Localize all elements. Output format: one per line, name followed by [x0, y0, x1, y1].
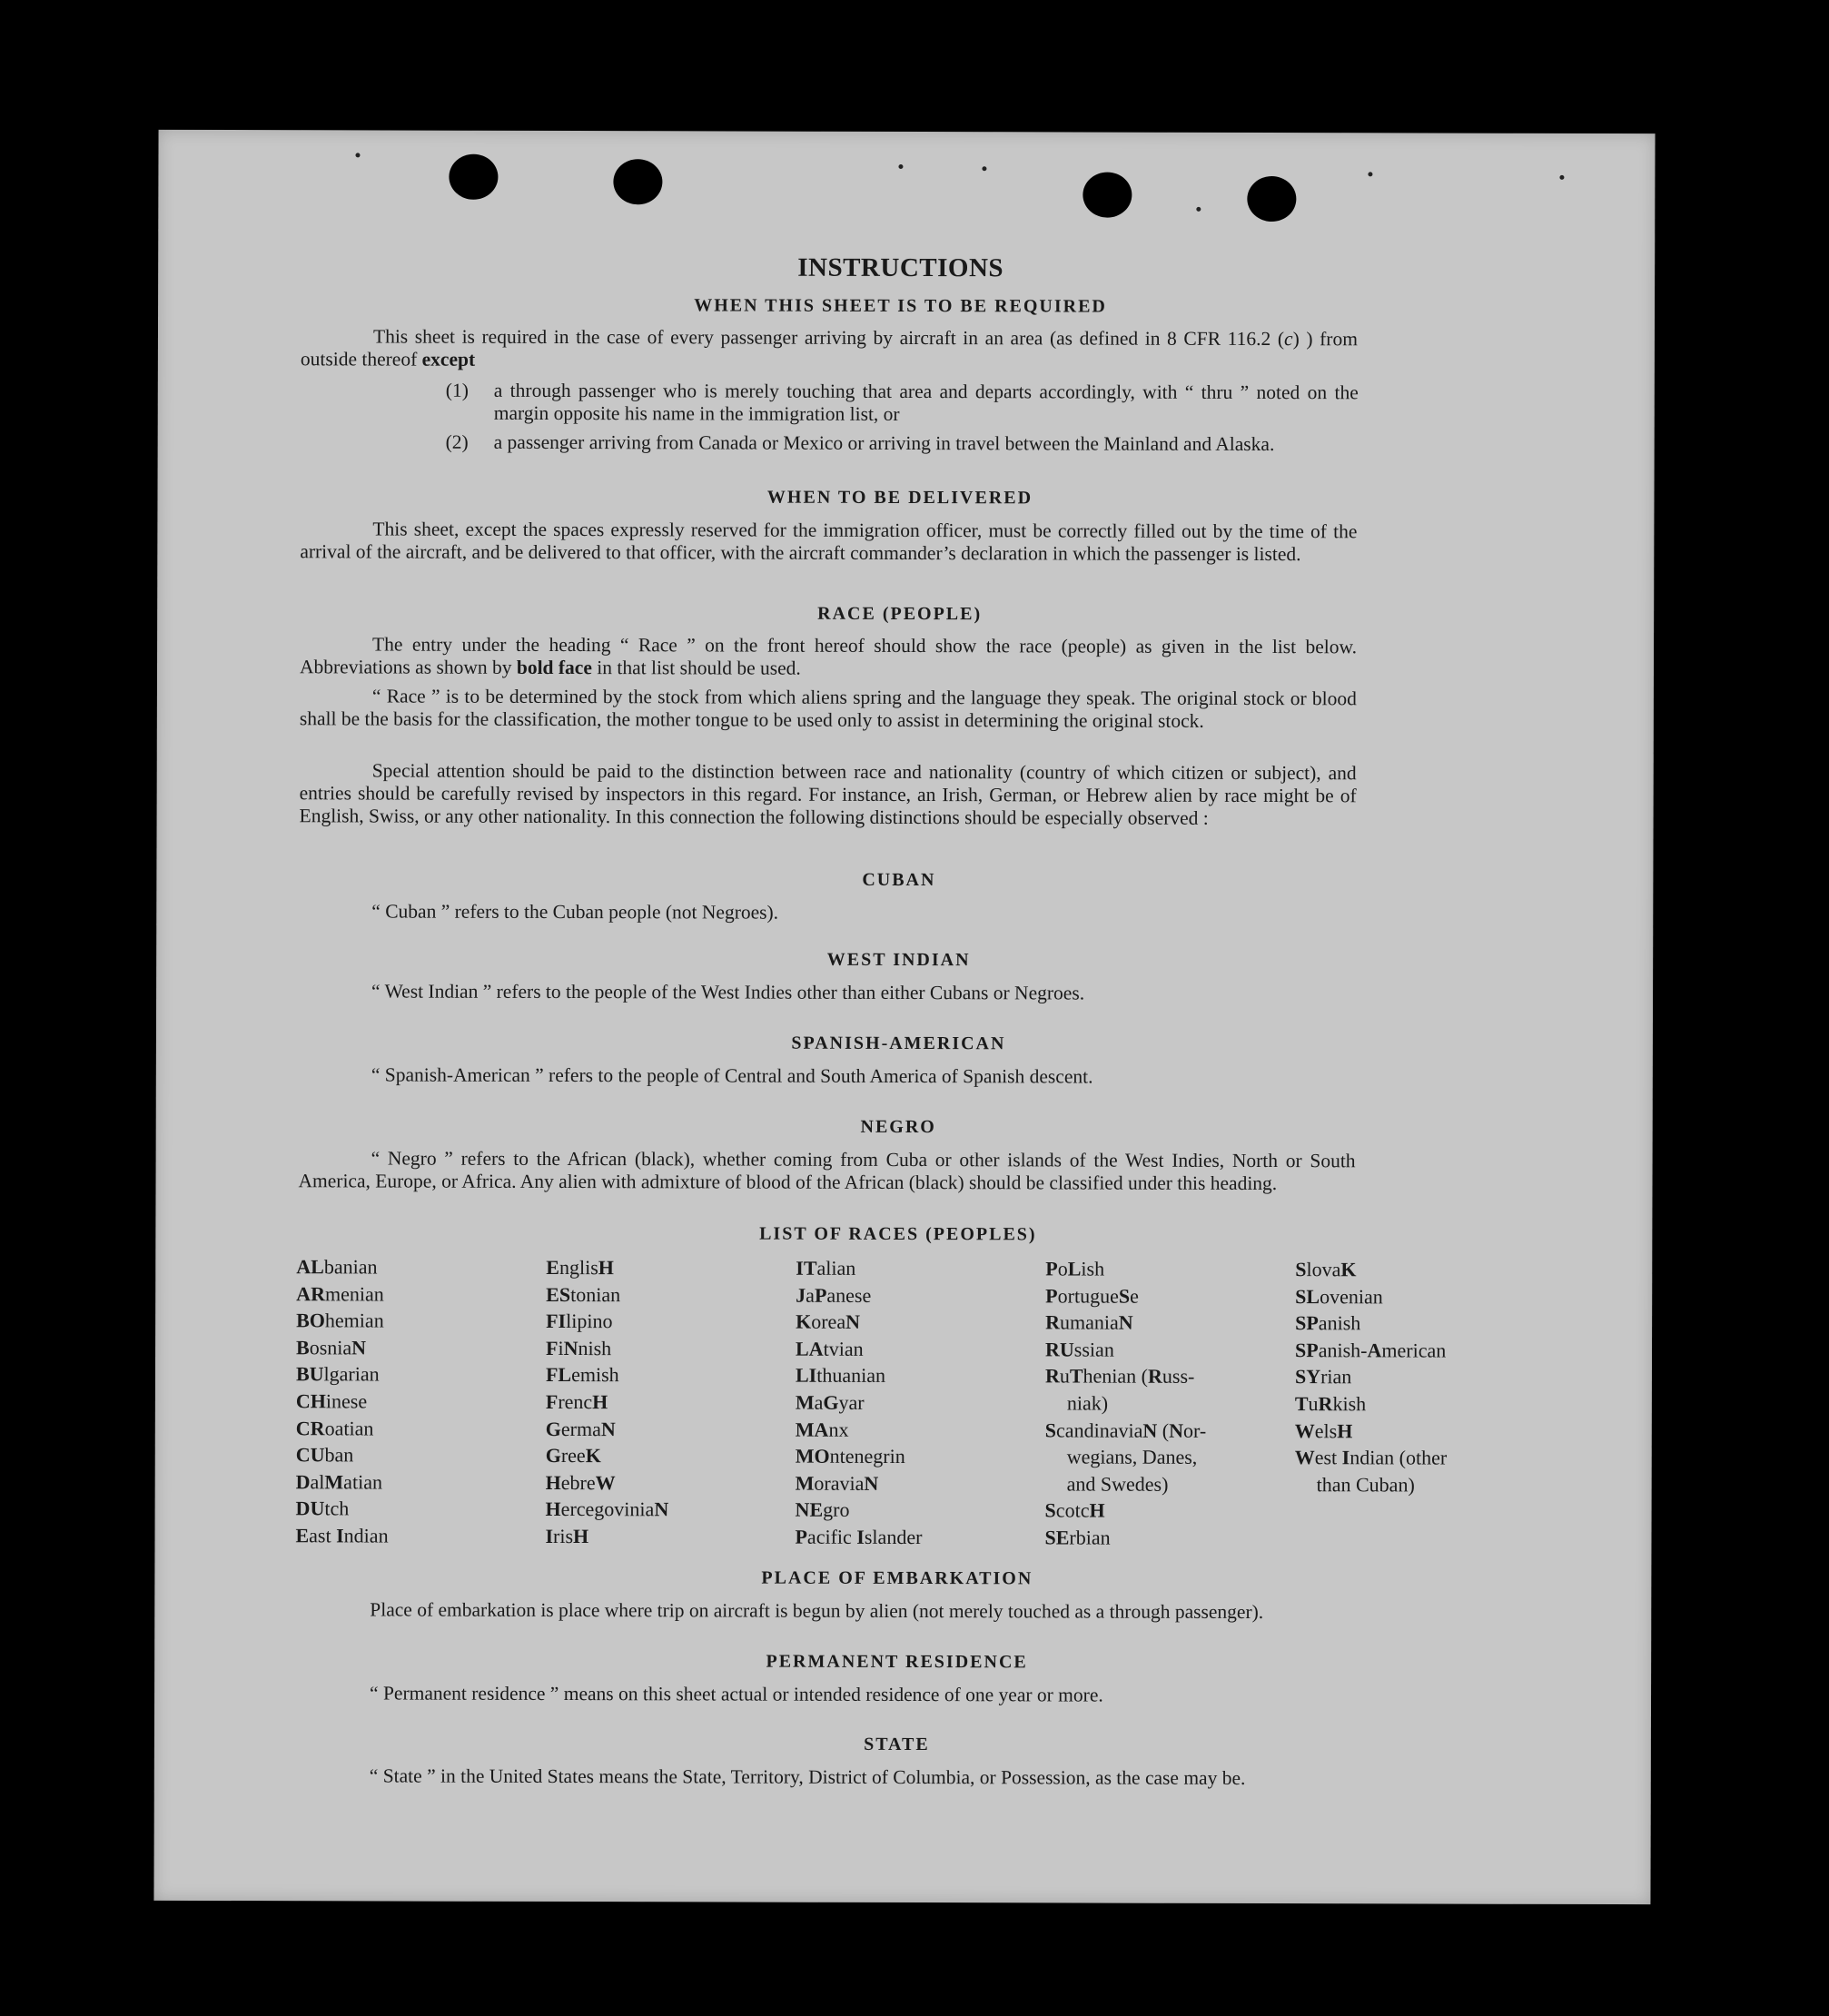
race-entry: CRoatian	[295, 1416, 374, 1440]
section-heading-cuban: CUBAN	[862, 869, 936, 891]
item-text: a passenger arriving from Canada or Mexico or arriving in travel between the Mainland and Alaska.	[493, 430, 1275, 456]
race-entry: RUssian	[1045, 1338, 1114, 1361]
dust-speck	[1559, 175, 1564, 180]
race-entry: IrisH	[545, 1524, 589, 1548]
race-list-column	[1295, 1256, 1541, 1498]
race-entry: niak)	[1066, 1391, 1109, 1415]
negro-text: “ Negro ” refers to the African (black), whether coming from Cuba or other islands of the West Indies, North or South America, Europe, or Africa. Any alien with admixture of blood of the African (black) should be classified under this heading.	[298, 1147, 1356, 1195]
race-entry: SYrian	[1294, 1365, 1352, 1388]
race-entry: ScotcH	[1044, 1498, 1105, 1522]
item-text: a through passenger who is merely touching that area and departs accordingly, with “ thru ” noted on the margin opposite his name in the immigration list, or	[493, 379, 1359, 425]
race-entry: ScandinaviaN (Nor-	[1044, 1418, 1207, 1442]
state-text: “ State ” in the United States means the State, Territory, District of Columbia, or Possession, as the case may be.	[369, 1764, 1246, 1789]
race-entry: HercegoviniaN	[545, 1497, 669, 1521]
race-entry: CHinese	[295, 1389, 368, 1413]
race-entry: and Swedes)	[1066, 1472, 1169, 1496]
race-entry: RumaniaN	[1045, 1310, 1133, 1334]
race-entry: FIlipino	[546, 1309, 613, 1333]
delivered-text: This sheet, except the spaces expressly reserved for the immigration officer, must be correctly filled out by the time of the arrival of the aircraft, and be delivered to that officer, with the aircraft commander’s declaration in which the passenger is listed.	[300, 518, 1358, 566]
race-entry: PoLish	[1045, 1257, 1105, 1280]
race-list	[295, 1253, 1448, 1549]
dust-speck	[1368, 172, 1372, 176]
required-intro: This sheet is required in the case of every passenger arriving by aircraft in an area (as defined in 8 CFR 116.2 (c) ) from outside thereof except	[300, 325, 1358, 371]
race-entry: MAnx	[795, 1418, 849, 1441]
document-sheet	[153, 130, 1655, 1904]
race-entry: MOntenegrin	[795, 1444, 905, 1468]
dust-speck	[982, 166, 986, 171]
west-indian-text: “ West Indian ” refers to the people of the West Indies other than either Cubans or Negroes.	[371, 980, 1085, 1004]
race-entry: ITalian	[796, 1256, 856, 1280]
race-entry: SPanish	[1295, 1311, 1361, 1335]
race-entry: KoreaN	[796, 1309, 861, 1334]
exception-item	[301, 430, 1358, 479]
race-entry: than Cuban)	[1316, 1472, 1415, 1497]
race-entry: MaGyar	[795, 1390, 865, 1414]
punch-hole	[449, 154, 498, 200]
race-entry: BosniaN	[296, 1336, 367, 1359]
punch-hole	[613, 159, 662, 204]
race-entry: SErbian	[1044, 1526, 1111, 1549]
race-entry: East Indian	[295, 1524, 389, 1547]
dust-speck	[355, 153, 360, 157]
race-entry: WelsH	[1294, 1418, 1353, 1442]
race-entry: Pacific Islander	[795, 1525, 923, 1548]
item-number: (2)	[445, 430, 469, 453]
race-entry: FrencH	[545, 1389, 608, 1414]
race-entry: CUban	[295, 1443, 354, 1467]
embarkation-text: Place of embarkation is place where trip on aircraft is begun by alien (not merely touched as a through passenger).	[370, 1598, 1264, 1624]
race-entry: PortugueSe	[1045, 1284, 1139, 1308]
item-number: (1)	[445, 379, 469, 401]
section-heading-spanish-american: SPANISH-AMERICAN	[791, 1033, 1006, 1054]
spanish-american-text: “ Spanish-American ” refers to the people of Central and South America of Spanish descent.	[371, 1063, 1093, 1088]
race-entry: DalMatian	[295, 1469, 383, 1494]
race-entry: LIthuanian	[795, 1364, 886, 1388]
race-paragraph-3: Special attention should be paid to the distinction between race and nationality (country of which citizen or subject), and entries should be carefully revised by inspectors in this regard. For instance, an Irish, German, or Hebrew alien by race might be of English, Swiss, or any other nationality. In this connection the following distinctions should be especially observed :	[299, 759, 1357, 829]
race-entry: LAtvian	[796, 1337, 864, 1360]
race-entry: RuThenian (Russ-	[1044, 1364, 1195, 1388]
race-list-column	[1044, 1255, 1290, 1551]
race-entry: BUlgarian	[295, 1362, 380, 1386]
race-entry: SlovaK	[1295, 1258, 1357, 1281]
section-heading-race: RACE (PEOPLE)	[817, 603, 983, 625]
dust-speck	[898, 164, 903, 169]
race-entry: EnglisH	[546, 1255, 614, 1280]
race-entry: FLemish	[545, 1363, 619, 1387]
exception-item	[301, 379, 1358, 427]
cuban-text: “ Cuban ” refers to the Cuban people (not Negroes).	[371, 900, 779, 924]
race-entry: DUtch	[295, 1497, 350, 1520]
race-entry: HebreW	[545, 1470, 616, 1494]
section-heading-required: WHEN THIS SHEET IS TO BE REQUIRED	[694, 295, 1107, 317]
section-heading-delivered: WHEN TO BE DELIVERED	[766, 487, 1033, 509]
race-entry: EStonian	[546, 1282, 621, 1306]
race-entry: SPanish-American	[1295, 1338, 1447, 1362]
race-list-column	[295, 1253, 541, 1549]
page-title: INSTRUCTIONS	[797, 252, 1004, 283]
section-heading-race-list: LIST OF RACES (PEOPLES)	[759, 1223, 1037, 1245]
race-entry: NEgro	[795, 1498, 850, 1522]
dust-speck	[1196, 207, 1201, 212]
section-heading-residence: PERMANENT RESIDENCE	[766, 1651, 1028, 1673]
race-entry: GreeK	[545, 1444, 601, 1468]
race-entry: JaPanese	[796, 1283, 872, 1307]
race-list-column	[795, 1255, 1041, 1551]
section-heading-embarkation: PLACE OF EMBARKATION	[761, 1567, 1033, 1589]
race-entry: wegians, Danes,	[1066, 1445, 1198, 1469]
race-paragraph-1: The entry under the heading “ Race ” on the front hereof should show the race (people) as given in the list below. Abbreviations as shown by bold face in that list should be used.	[299, 633, 1358, 679]
race-entry: ARmenian	[296, 1281, 384, 1306]
section-heading-west-indian: WEST INDIAN	[826, 949, 971, 971]
race-entry: SLovenian	[1295, 1284, 1383, 1308]
race-paragraph-2: “ Race ” is to be determined by the stock from which aliens spring and the language they speak. The original stock or blood shall be the basis for the classification, the mother tongue to be used only to assist in determining the original stock.	[299, 685, 1357, 732]
residence-text: “ Permanent residence ” means on this sheet actual or intended residence of one year or more.	[370, 1682, 1103, 1706]
race-entry: MoraviaN	[795, 1471, 879, 1495]
punch-hole	[1247, 176, 1296, 222]
race-entry: FiNnish	[546, 1336, 612, 1359]
punch-hole	[1083, 173, 1132, 218]
section-heading-negro: NEGRO	[860, 1116, 936, 1138]
race-list-column	[545, 1254, 791, 1550]
race-entry: TuRkish	[1294, 1392, 1367, 1416]
race-entry: ALbanian	[296, 1255, 378, 1279]
race-entry: West Indian (other	[1294, 1446, 1448, 1469]
race-entry: GermaN	[545, 1417, 616, 1440]
section-heading-state: STATE	[864, 1734, 930, 1755]
race-entry: BOhemian	[296, 1309, 384, 1332]
